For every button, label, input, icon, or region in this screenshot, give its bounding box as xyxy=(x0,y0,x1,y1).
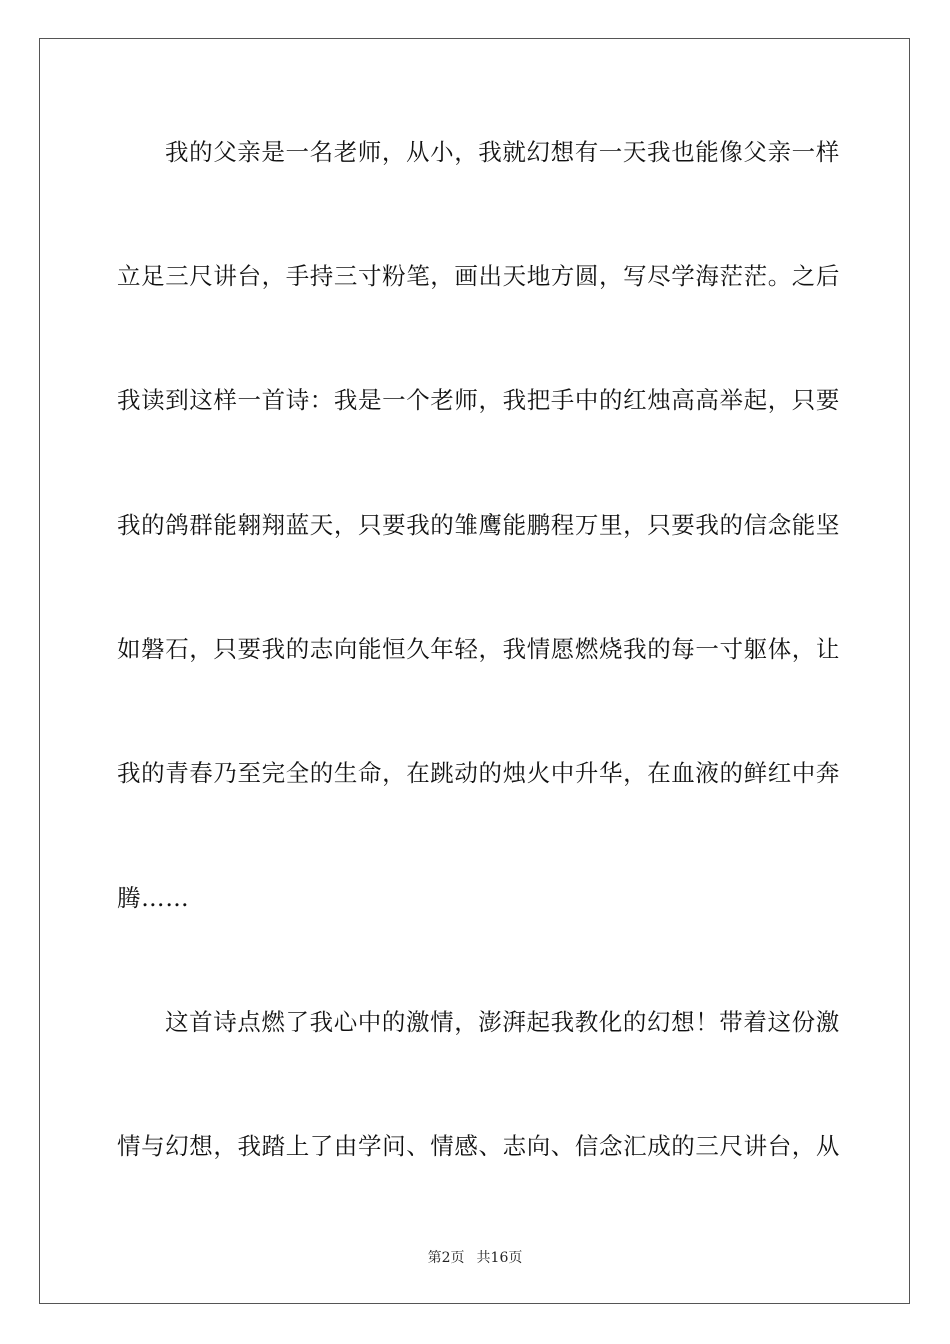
paragraph-1-line-1: 我的父亲是一名老师，从小，我就幻想有一天我也能像父亲一样 xyxy=(165,138,840,166)
paragraph-2-line-2: 情与幻想，我踏上了由学问、情感、志向、信念汇成的三尺讲台，从 xyxy=(117,1132,840,1160)
paragraph-1-line-4: 我的鸽群能翱翔蓝天，只要我的雏鹰能鹏程万里，只要我的信念能坚 xyxy=(117,511,840,539)
paragraph-1-line-3: 我读到这样一首诗：我是一个老师，我把手中的红烛高高举起，只要 xyxy=(117,386,840,414)
paragraph-1-line-2: 立足三尺讲台，手持三寸粉笔，画出天地方圆，写尽学海茫茫。之后 xyxy=(117,262,840,290)
total-pages: 共16页 xyxy=(476,1250,523,1266)
paragraph-1-line-7: 腾…… xyxy=(117,884,190,912)
page-footer xyxy=(0,1248,950,1268)
page-number: 第2页 xyxy=(427,1250,465,1266)
paragraph-1-line-5: 如磐石，只要我的志向能恒久年轻，我情愿燃烧我的每一寸躯体，让 xyxy=(117,635,840,663)
paragraph-2-line-1: 这首诗点燃了我心中的激情，澎湃起我教化的幻想！带着这份激 xyxy=(165,1008,840,1036)
paragraph-1-line-6: 我的青春乃至完全的生命，在跳动的烛火中升华，在血液的鲜红中奔 xyxy=(117,759,840,787)
page-border xyxy=(39,38,910,1304)
